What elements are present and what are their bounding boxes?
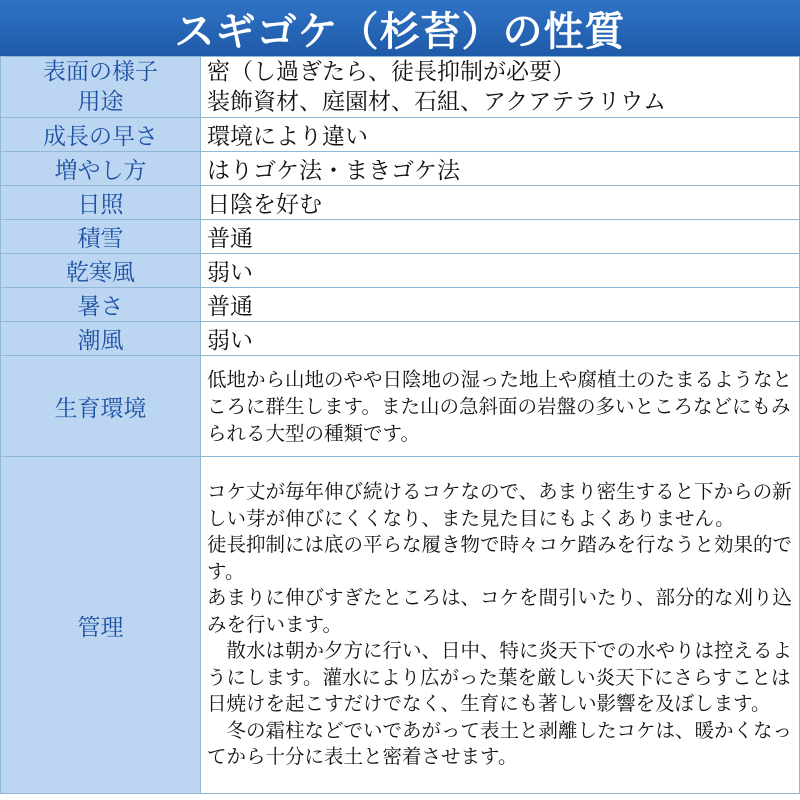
row-value: 弱い <box>201 322 800 356</box>
table-row <box>1 322 800 356</box>
table-row <box>1 186 800 220</box>
table-row <box>1 118 800 152</box>
row-value: 普通 <box>201 220 800 254</box>
row-value: 日陰を好む <box>201 186 800 220</box>
table-row <box>1 152 800 186</box>
row-label <box>1 57 201 118</box>
table-row <box>1 254 800 288</box>
management-paragraph: あまりに伸びすぎたところは、コケを間引いたり、部分的な刈り込みを行います。 <box>207 586 793 636</box>
label-usage: 用途 <box>77 89 124 115</box>
row-label: 積雪 <box>1 220 201 254</box>
table-row <box>1 288 800 322</box>
row-value: 低地から山地のやや日陰地の湿った地上や腐植土のたまるようなところに群生します。また山の急斜面の岩盤の多いところなどにもみられる大型の種類です。 <box>201 356 800 457</box>
table-row <box>1 457 800 794</box>
properties-table <box>0 56 800 794</box>
table-row <box>1 57 800 118</box>
row-label: 暑さ <box>1 288 201 322</box>
table-row <box>1 356 800 457</box>
management-paragraph: 散水は朝か夕方に行い、日中、特に炎天下での水やりは控えるようにします。灌水により広がった葉を厳しい炎天下にさらすことは日焼けを起こすだけでなく、生育にも著しい影響を及ぼします。 <box>207 639 793 716</box>
value-usage: 装飾資材、庭園材、石組、アクアテラリウム <box>207 89 667 115</box>
row-label: 管理 <box>1 457 201 794</box>
title-banner <box>0 0 800 56</box>
row-value <box>201 57 800 118</box>
management-paragraph: 冬の霜柱などでいであがって表土と剥離したコケは、暖かくなってから十分に表土と密着させます。 <box>207 718 793 769</box>
row-label: 成長の早さ <box>1 118 201 152</box>
row-label: 日照 <box>1 186 201 220</box>
page-title: スギゴケ（杉苔）の性質 <box>174 8 626 55</box>
management-paragraph: 徒長抑制には底の平らな履き物で時々コケ踏みを行なうと効果的です。 <box>207 533 793 583</box>
row-value: はりゴケ法・まきゴケ法 <box>201 152 800 186</box>
row-value: 環境により違い <box>201 118 800 152</box>
row-label: 乾寒風 <box>1 254 201 288</box>
row-label: 潮風 <box>1 322 201 356</box>
row-value: 普通 <box>201 288 800 322</box>
value-appearance: 密（し過ぎたら、徒長抑制が必要） <box>207 59 575 85</box>
table-row <box>1 220 800 254</box>
row-value <box>201 457 800 794</box>
row-label: 生育環境 <box>1 356 201 457</box>
management-paragraph: コケ丈が毎年伸び続けるコケなので、あまり密生すると下からの新しい芽が伸びにくくなり、また見た目にもよくありません。 <box>207 480 792 530</box>
row-value: 弱い <box>201 254 800 288</box>
label-appearance: 表面の様子 <box>43 59 158 85</box>
row-label: 増やし方 <box>1 152 201 186</box>
